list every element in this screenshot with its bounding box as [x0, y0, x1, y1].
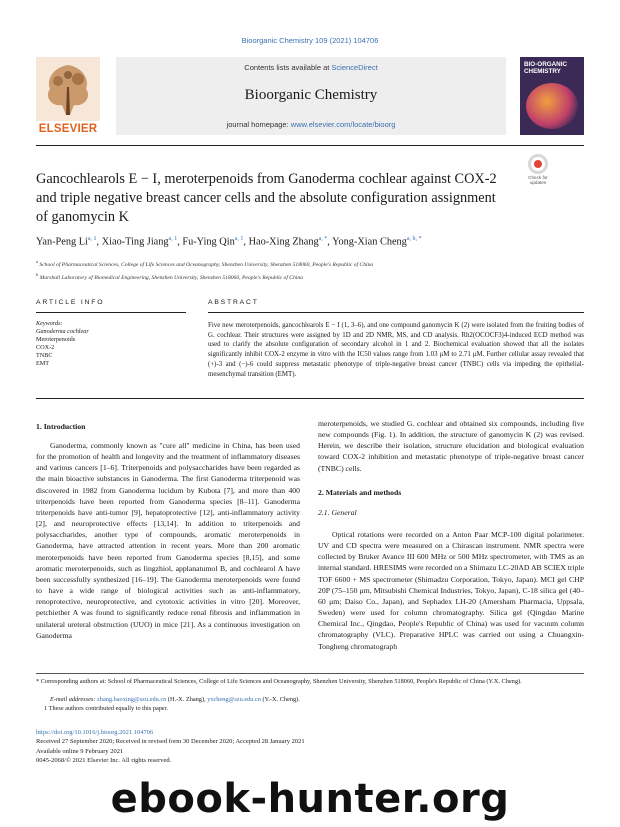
abstract-heading: ABSTRACT [208, 299, 259, 306]
watermark: ebook-hunter.org [110, 776, 510, 822]
keyword-item: Ganoderma cochlear [36, 328, 89, 336]
masthead [116, 57, 506, 135]
cover-title: BIO-ORGANIC CHEMISTRY [524, 61, 568, 75]
journal-cover [520, 57, 584, 135]
available-online: Available online 9 February 2021 [36, 747, 124, 755]
introduction-left-column [36, 440, 300, 641]
email-owner: (H.-X. Zhang), [167, 696, 206, 703]
doi-link[interactable]: https://doi.org/10.1016/j.bioorg.2021.104706 [36, 729, 154, 736]
contents-line [116, 63, 506, 72]
affiliation-text: Marshall Laboratory of Biomedical Engineering, Shenzhen University, Shenzhen 518060, People's Republic of China [39, 274, 303, 281]
affiliation-item [36, 270, 584, 283]
header-rule [36, 145, 584, 146]
homepage-line [116, 120, 506, 129]
general-paragraph: Optical rotations were recorded on a Anton Paar MCP-100 digital polarimeter. UV and CD spectra were measured on a Chirascan instrument. NMR spectra were collected by Bruker Avance III 600 MHz or 500 MHz spectrometer, with TMS as an internal standard. HRESIMS were recorded on a Shimazu LC-20AD AB SCIEX triple TOF 6600 + MS spectrometer (Shimadzu Corporation, Tokyo, Japan). MCI gel CHP 20P (75–150 μm, Mitsubishi Chemical Industries, Tokyo, Japan), C-18 silica gel (40–60 μm; Daiso Co., Japan), and Sephadex LH-20 (Amersham Pharmacia, Uppsala, Sweden) were used for column chromatography. Silica gel (Qingdao Marine Chemical Inc., Qingdao, People's Republic of China) was used for vacuum column chromatography (VLC). Preparative HPLC was carried out using a Chuangxin-Tongheng chromatograph [318, 530, 584, 651]
abstract-bottom-rule [36, 398, 584, 399]
journal-name: Bioorganic Chemistry [244, 87, 378, 103]
article-info-heading: ARTICLE INFO [36, 299, 105, 306]
homepage-link[interactable]: www.elsevier.com/locate/bioorg [290, 120, 396, 129]
author-name[interactable]: Xiao-Ting Jiang [101, 236, 169, 248]
article-title: Gancochlearols E − I, meroterpenoids from Ganoderma cochlear against COX-2 and triple negative breast cancer cells and the absolute configuration assignment of ganomycin K [36, 171, 497, 225]
author-affiliation-mark[interactable]: a, 1 [87, 236, 97, 242]
elsevier-tree-icon [36, 57, 100, 121]
keyword-item: COX-2 [36, 344, 55, 352]
cover-art [526, 83, 578, 129]
subsection-heading-general: 2.1. General [318, 508, 357, 517]
introduction-paragraph: Ganoderma, commonly known as "cure all" medicine in China, has been used for the promotion of health and longevity and the treatment of inflammatory diseases and various cancers [1–6]. Triterpenoids and polysaccharides have been regarded as the main bioactive substances in Ganoderma. The first Ganoderma triterpenoid was discovered in 1982 from Ganoderma lucidum by Kubota [7], and more than 400 triterpenoids have been reported from Ganoderma species [8–11]. Ganoderma triterpenoids have anti-tumor [9], hepatoprotective [12], anti-inflammatory activity [2], and neuroprotective effects [13,14]. In addition to triterpenoids and polysaccharides, another type of compounds, aromatic meroterpenoids in Ganoderma, have attracted attention in recent years. More than 200 aromatic meroterpenoids have been reported from Ganoderma species [8,15], and some aromatic meroterpenoids, such as lingzhiol, applanatumol B, and cochlearol A have been successfully synthesized [16–19]. The Ganoderma meroterpenoids were found to have a wide range of biological activities such as anti-inflammatory, renoprotective, neuroprotective, and cytotoxic activities in vitro [20]. Moreover, petchiether A was found to significantly reduce renal fibrosis and inflammation in unilateral ureteral obstruction (UUO) in mice [21]. As a continuous investigation on Ganoderma [36, 441, 300, 640]
corresponding-footnote: * Corresponding authors at: School of Pharmaceutical Sciences, College of Life Sciences and Oceanography, Shenzhen University, Shenzhen 518060, People's Republic of China (Y.X. Cheng). [36, 678, 522, 685]
author-affiliation-mark[interactable]: a, 1 [168, 236, 178, 242]
footnote-rule [36, 673, 584, 674]
keyword-item: Meroterpenoids [36, 336, 76, 344]
check-for-updates-badge[interactable] [523, 154, 553, 186]
elsevier-wordmark: ELSEVIER [38, 123, 98, 135]
publication-info [36, 728, 305, 765]
contents-prefix: Contents lists available at [244, 63, 332, 72]
email-link[interactable]: yxcheng@szu.edu.cn [207, 696, 261, 703]
check-updates-icon [528, 154, 548, 174]
author-name[interactable]: Yan-Peng Li [36, 236, 88, 248]
article-info-rule [36, 312, 186, 313]
email-link[interactable]: zhang.haoxing@szu.edu.cn [97, 696, 167, 703]
introduction-continuation: meroterpenoids, we studied G. cochlear and obtained six compounds, including five new compounds (Fig. 1). In addition, the structure of ganomycin K (2) was revised. Herein, we describe their isolation, structure elucidation and biological evaluation toward COX-2 inhibition and metastatic phenotype of triple-negative breast cancer (TNBC) cells. [318, 419, 584, 473]
equal-contribution-footnote: 1 These authors contributed equally to this paper. [44, 705, 169, 712]
section-heading-introduction: 1. Introduction [36, 422, 86, 431]
affiliation-mark: a [36, 259, 38, 264]
introduction-right-column [318, 418, 584, 474]
journal-reference[interactable]: Bioorganic Chemistry 109 (2021) 104706 [241, 36, 379, 45]
email-label: E-mail addresses: [50, 696, 96, 703]
keywords-label: Keywords: [36, 320, 63, 327]
affiliation-text: School of Pharmaceutical Sciences, College of Life Sciences and Oceanography, Shenzhen University, Shenzhen 518060, People's Republic of China [39, 261, 374, 268]
keyword-item: EMT [36, 360, 50, 368]
author-list: Yan-Peng Li$^{a, 1}$, Xiao-Ting Jiang$^{a, 1}$, Fu-Ying Qin$^{a, 1}$, Hao-Xing Zhang$^{a, *}$, Yong-Xian Cheng$^{a, b, *}$ [36, 236, 422, 248]
keywords-block [36, 320, 186, 369]
affiliation-mark: b [36, 271, 39, 277]
sciencedirect-link[interactable]: ScienceDirect [331, 63, 378, 72]
email-owner: (Y.-X. Cheng). [262, 696, 300, 703]
abstract-rule [208, 312, 584, 313]
elsevier-logo [36, 57, 100, 135]
abstract-text: Five new meroterpenoids, gancochlearols E − I (1, 3–6), and one compound ganomycin K (2) were isolated from the fruiting bodies of G. cochlear. Their structures were assigned by 1D and 2D NMR, MS, and CD analysis. Rh2(OCOCF3)4-induced ECD method was used to clarify the absolute configuration of secondary alcohol in 1 and 2. Biochemical evaluation showed that all the isolates significantly inhibit COX-2 enzyme in vitro with the IC50 values range from 1.03 μM to 2.71 μM. Further cellular assay revealed that (+)-3 and (−)-6 could suppress metastatic phenotype of triple-negative breast cancer (TNBC) cells via impeding the epithelial-mesenchymal transition (EMT). [208, 322, 584, 378]
author-name[interactable]: Yong-Xian Cheng [332, 236, 407, 248]
author-affiliation-mark[interactable]: a, * [318, 236, 328, 242]
affiliations [36, 257, 584, 283]
check-updates-label: Check for updates [528, 175, 548, 185]
general-column [318, 529, 584, 652]
keyword-item: TNBC [36, 352, 53, 360]
email-footnote [36, 695, 584, 704]
author-affiliation-mark[interactable]: a, 1 [234, 236, 244, 242]
author-name[interactable]: Hao-Xing Zhang [248, 236, 319, 248]
author-name[interactable]: Fu-Ying Qin [182, 236, 235, 248]
journal-header [36, 57, 584, 137]
author-affiliation-mark[interactable]: a, b, * [406, 236, 422, 242]
copyright: 0045-2068/© 2021 Elsevier Inc. All rights reserved. [36, 756, 172, 764]
received-dates: Received 27 September 2020; Received in revised form 30 December 2020; Accepted 28 January 2021 [36, 738, 305, 746]
homepage-prefix: journal homepage: [226, 120, 291, 129]
affiliation-item [36, 257, 584, 270]
section-heading-materials: 2. Materials and methods [318, 488, 402, 497]
